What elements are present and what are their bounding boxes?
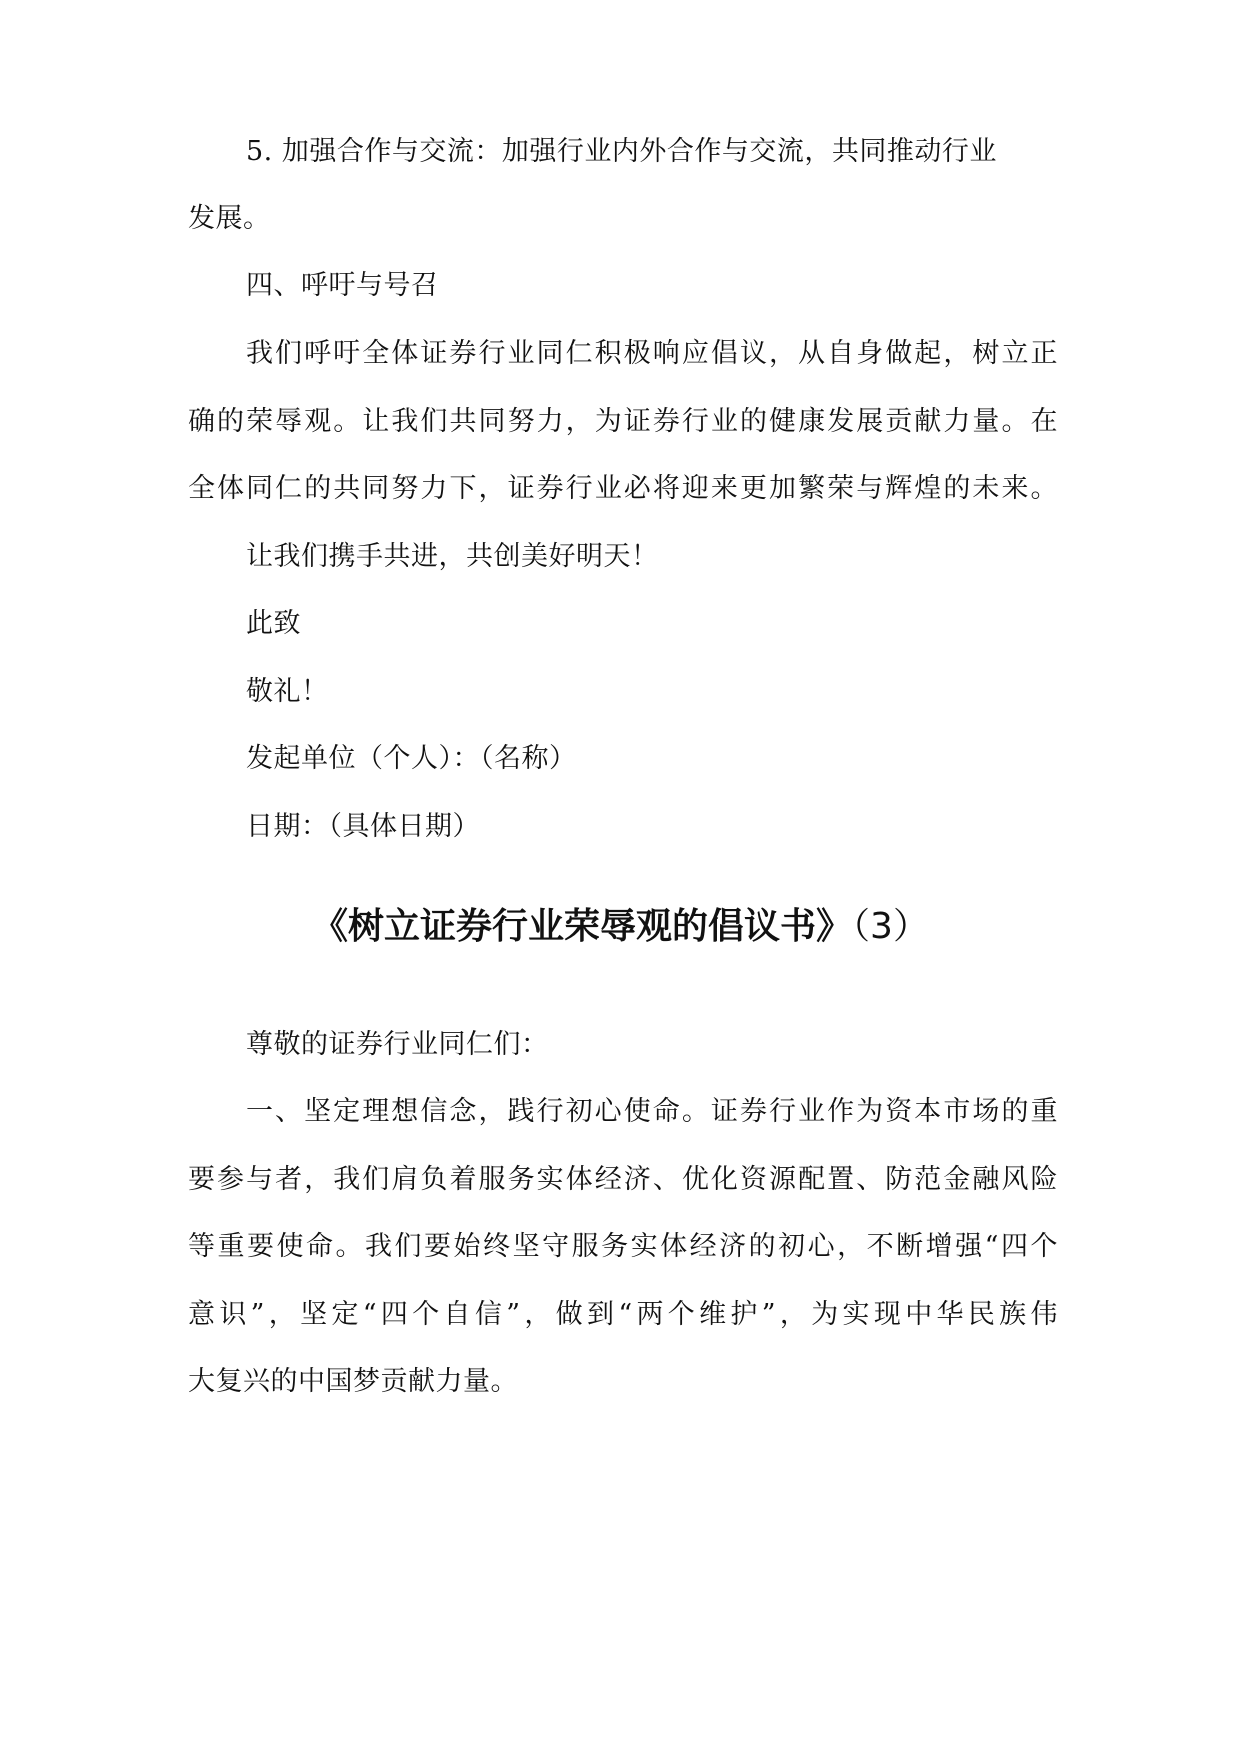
paragraph-line: 一、坚定理想信念，践行初心使命。证券行业作为资本市场的重 (246, 1096, 1058, 1127)
title-number: （3） (852, 906, 929, 947)
date-line: 日期：（具体日期） (246, 811, 480, 842)
paragraph-line: 我们呼吁全体证券行业同仁积极响应倡议，从自身做起，树立正 (246, 338, 1058, 369)
paragraph-line: 大复兴的中国梦贡献力量。 (188, 1366, 518, 1397)
closing-salutation: 此致 (246, 608, 301, 639)
closing-regards: 敬礼！ (246, 676, 329, 707)
paragraph-line: 5. 加强合作与交流：加强行业内外合作与交流，共同推动行业 (246, 136, 997, 167)
paragraph-line: 全体同仁的共同努力下，证券行业必将迎来更加繁荣与辉煌的未来。 (188, 473, 1058, 504)
paragraph-line: 发展。 (188, 203, 271, 234)
initiator-line: 发起单位（个人）：（名称） (246, 743, 577, 774)
paragraph-line: 让我们携手共进，共创美好明天！ (246, 541, 659, 572)
document-title (0, 905, 1241, 949)
greeting-line: 尊敬的证券行业同仁们： (246, 1029, 549, 1060)
paragraph-line: 等重要使命。我们要始终坚守服务实体经济的初心，不断增强“四个 (188, 1231, 1058, 1262)
section-heading: 四、呼吁与号召 (246, 270, 439, 301)
paragraph-line: 要参与者，我们肩负着服务实体经济、优化资源配置、防范金融风险 (188, 1164, 1058, 1195)
paragraph-line: 意识”，坚定“四个自信”，做到“两个维护”，为实现中华民族伟 (188, 1299, 1058, 1330)
paragraph-line: 确的荣辱观。让我们共同努力，为证券行业的健康发展贡献力量。在 (188, 406, 1058, 437)
title-main: 《树立证券行业荣辱观的倡议书》 (312, 906, 853, 947)
